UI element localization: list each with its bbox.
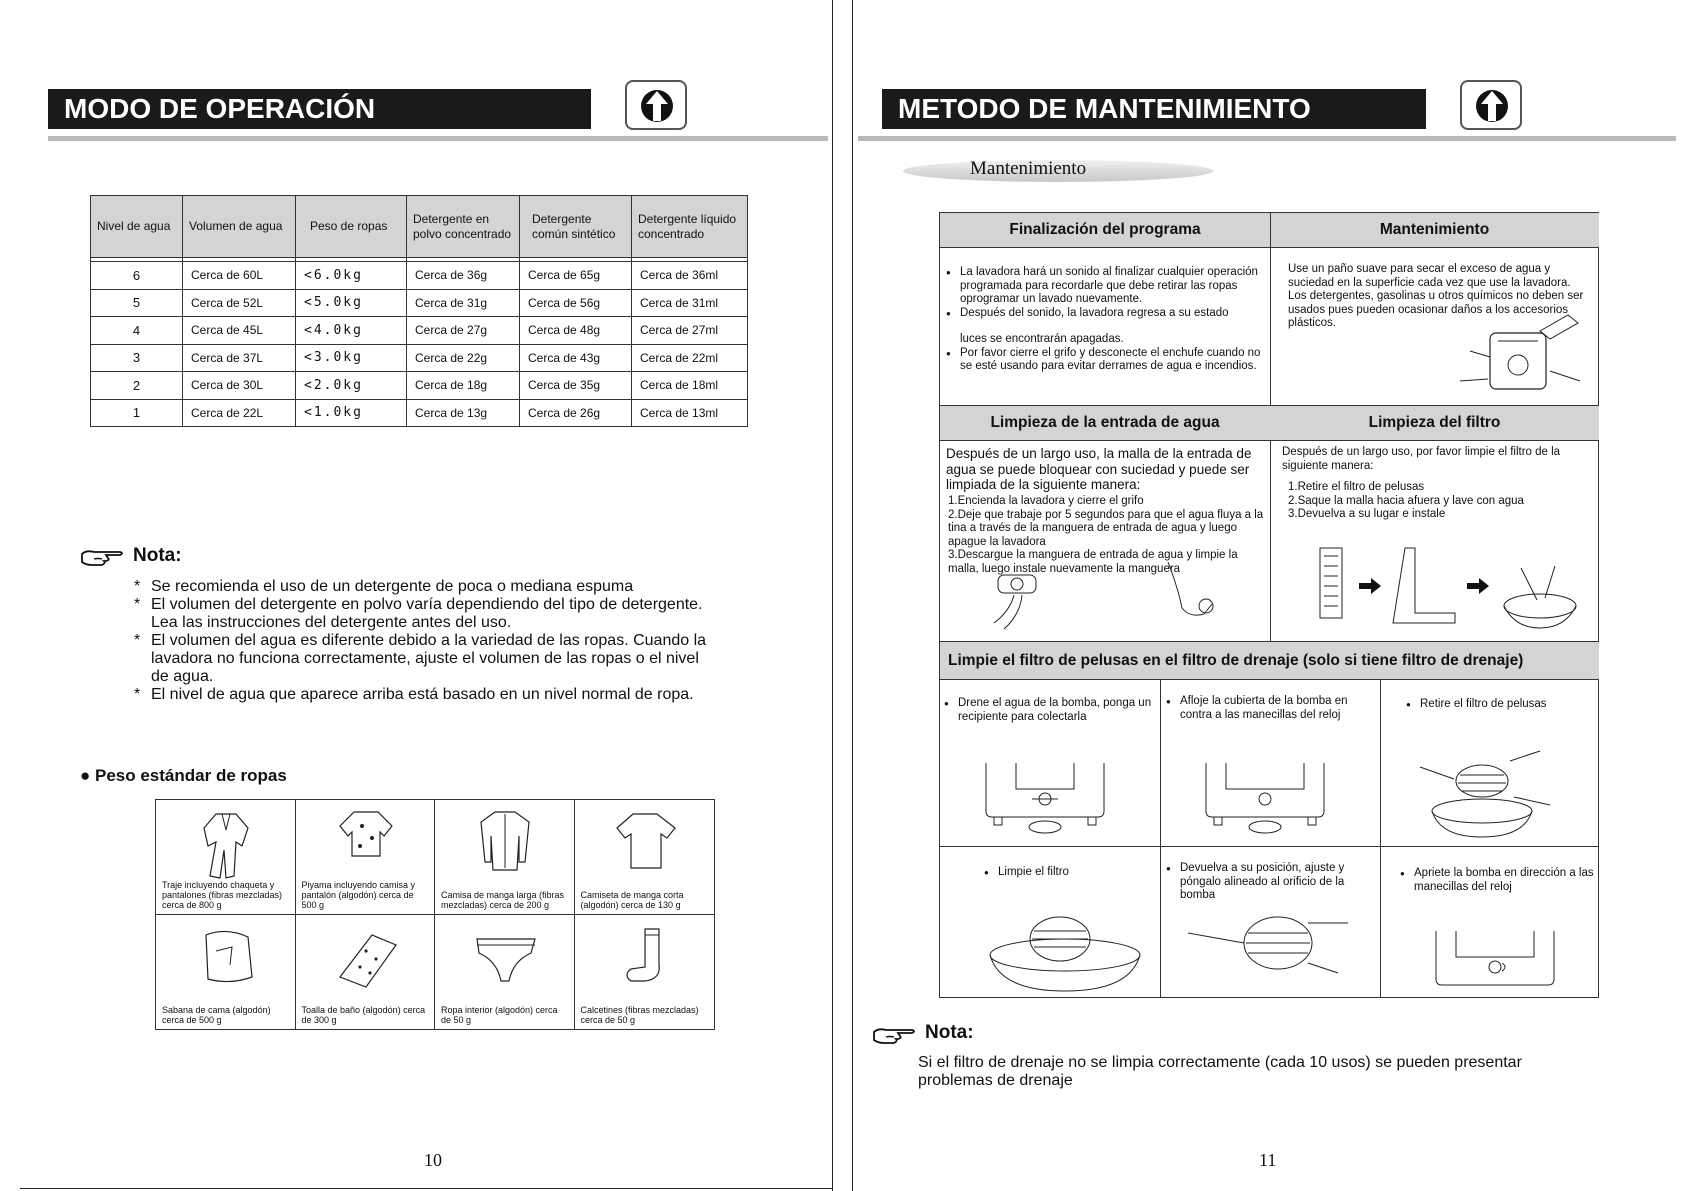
drain-step: ● Afloje la cubierta de la bomba en contra a las manecillas del reloj	[1166, 695, 1376, 722]
note-item: * Se recomienda el uso de un detergente de poca o mediana espuma	[134, 578, 634, 595]
filter-washing-icon	[980, 905, 1150, 995]
pajama-icon	[326, 806, 406, 881]
table-cell: <3.0kg	[296, 344, 407, 372]
table-cell: Cerca de 35g	[520, 372, 632, 400]
table-cell: 4	[91, 317, 183, 345]
drain-pump-icon	[980, 761, 1110, 841]
drain-step: ● Retire el filtro de pelusas	[1406, 698, 1596, 712]
table-cell: <5.0kg	[296, 289, 407, 317]
clothes-item: Camiseta de manga corta (algodón) cerca de 130 g	[575, 800, 715, 915]
list-item: 3.Devuelva a su lugar e instale	[1288, 508, 1446, 520]
table-header: Detergente común sintético	[520, 196, 632, 258]
column-divider	[1380, 680, 1381, 998]
filter-reinsert-icon	[1188, 893, 1358, 993]
table-cell: Cerca de 31ml	[632, 289, 748, 317]
table-header: Detergente en polvo concentrado	[407, 196, 520, 258]
clothes-item: Sabana de cama (algodón) cerca de 500 g	[156, 915, 296, 1030]
table-cell: Cerca de 31g	[407, 289, 520, 317]
clothes-item: Traje incluyendo chaqueta y pantalones (fibras mezcladas) cerca de 800 g	[156, 800, 296, 915]
note-text: Si el filtro de drenaje no se limpia correctamente (cada 10 usos) se pueden presentar problemas de drenaje	[918, 1054, 1522, 1089]
table-cell: 3	[91, 344, 183, 372]
table-cell: Cerca de 13ml	[632, 399, 748, 427]
clothes-item: Ropa interior (algodón) cerca de 50 g	[435, 915, 575, 1030]
mantenimiento-text: Use un paño suave para secar el exceso de agua y suciedad en la superficie cada vez que use la lavadora. Los detergentes, gasolinas u otros químicos no deben ser usados pues pueden ocasionar daños a los accesorios plásticos.	[1288, 263, 1584, 329]
drain-step: ● Drene el agua de la bomba, ponga un recipiente para colectarla	[944, 697, 1154, 724]
table-cell: Cerca de 27ml	[632, 317, 748, 345]
table-cell: Cerca de 18ml	[632, 372, 748, 400]
table-header: Peso de ropas	[296, 196, 407, 258]
table-header: Nivel de agua	[91, 196, 183, 258]
clothes-item: Calcetines (fibras mezcladas) cerca de 50 g	[575, 915, 715, 1030]
list-item: 1.Encienda la lavadora y cierre el grifo	[948, 495, 1144, 507]
table-cell: <4.0kg	[296, 317, 407, 345]
clothes-weight-grid	[155, 799, 715, 1030]
page-divider	[832, 0, 833, 1191]
up-arrow-icon	[625, 80, 687, 130]
filtro-steps	[1288, 481, 1588, 522]
note-item: * El nivel de agua que aparece arriba está basado en un nivel normal de ropa.	[134, 686, 694, 703]
table-cell: 6	[91, 262, 183, 290]
table-cell: <1.0kg	[296, 399, 407, 427]
pump-tighten-icon	[1430, 929, 1560, 993]
column-divider	[1160, 680, 1161, 998]
socks-icon	[605, 921, 685, 996]
page-number: 10	[424, 1150, 442, 1170]
table-cell: Cerca de 45L	[183, 317, 296, 345]
table-cell: 2	[91, 372, 183, 400]
list-item: 1.Retire el filtro de pelusas	[1288, 481, 1425, 493]
hand-cleaning-mesh-icon	[1160, 558, 1220, 628]
note-title: Nota:	[925, 1022, 974, 1043]
note-item: * El volumen del agua es diferente debido a la variedad de las ropas. Cuando la lavadora no funciona correctamente, ajuste el volumen de las ropas o el nivel de agua.	[134, 632, 707, 685]
table-cell: Cerca de 52L	[183, 289, 296, 317]
up-arrow-icon	[1460, 80, 1522, 130]
finalizacion-text	[946, 266, 1266, 374]
inlet-hose-icon	[990, 571, 1050, 631]
note-list	[134, 578, 714, 704]
table-cell: Cerca de 18g	[407, 372, 520, 400]
clothes-item: Camisa de manga larga (fibras mezcladas) cerca de 200 g	[435, 800, 575, 915]
table-cell: Cerca de 37L	[183, 344, 296, 372]
pump-cover-icon	[1200, 761, 1330, 841]
pointing-hand-icon	[80, 546, 126, 570]
drain-step: ● Apriete la bomba en dirección a las manecillas del reloj	[1400, 867, 1596, 894]
note-item: * El volumen del detergente en polvo varía dependiendo del tipo de detergente. Lea las instrucciones del detergente antes del uso.	[134, 596, 703, 631]
pointing-hand-icon	[872, 1024, 918, 1048]
header-limpieza-filtro: Limpieza del filtro	[1270, 405, 1599, 441]
table-cell: <6.0kg	[296, 262, 407, 290]
table-cell: Cerca de 22L	[183, 399, 296, 427]
drain-step: ● Limpie el filtro	[984, 866, 1154, 880]
table-cell: 5	[91, 289, 183, 317]
row-divider	[940, 846, 1599, 847]
note-title: Nota:	[133, 545, 182, 566]
table-cell: Cerca de 60L	[183, 262, 296, 290]
clothes-item: Toalla de baño (algodón) cerca de 300 g	[296, 915, 436, 1030]
list-item: ● Por favor cierre el grifo y desconecte el enchufe cuando no se esté usando para evitar derrames de agua e incendios.	[946, 347, 1266, 374]
bedsheet-icon	[186, 921, 266, 996]
suit-icon	[186, 806, 266, 881]
shirt-icon	[465, 806, 545, 881]
list-item: 3.Descargue la manguera de entrada de agua y limpie la malla, luego instale nuevamente la manguera	[948, 549, 1238, 575]
table-cell: Cerca de 36ml	[632, 262, 748, 290]
washing-machine-cleaning-icon	[1440, 311, 1590, 401]
table-row	[91, 344, 748, 372]
page-title: MODO DE OPERACIÓN	[48, 89, 591, 129]
title-underline	[858, 136, 1676, 141]
lint-filter-removal-icon	[1410, 741, 1560, 841]
header-drenaje: Limpie el filtro de pelusas en el filtro de drenaje (solo si tiene filtro de drenaje)	[940, 641, 1599, 680]
table-cell: Cerca de 22g	[407, 344, 520, 372]
underwear-icon	[465, 921, 545, 996]
header-mantenimiento: Mantenimiento	[1270, 213, 1599, 248]
table-cell: 1	[91, 399, 183, 427]
table-header: Detergente líquido concentrado	[632, 196, 748, 258]
clothes-item: Piyama incluyendo camisa y pantalón (algodón) cerca de 500 g	[296, 800, 436, 915]
weights-heading: ● Peso estándar de ropas	[80, 766, 287, 785]
filter-cleaning-steps-icon	[1315, 538, 1595, 633]
table-row	[91, 289, 748, 317]
tshirt-icon	[605, 806, 685, 881]
table-row	[91, 262, 748, 290]
table-cell: Cerca de 13g	[407, 399, 520, 427]
table-header: Volumen de agua	[183, 196, 296, 258]
drain-step: ● Devuelva a su posición, ajuste y póngalo alineado al orificio de la bomba	[1166, 862, 1376, 903]
page-bottom-rule	[20, 1188, 832, 1189]
table-cell: Cerca de 22ml	[632, 344, 748, 372]
filtro-intro: Después de un largo uso, por favor limpie el filtro de la siguiente manera:	[1282, 446, 1561, 472]
table-cell: Cerca de 27g	[407, 317, 520, 345]
list-item: ● La lavadora hará un sonido al finalizar cualquier operación programada para recordarle que debe retirar las ropas oprogramar un lavado nuevamente.	[946, 266, 1266, 307]
table-row	[91, 317, 748, 345]
table-cell: Cerca de 65g	[520, 262, 632, 290]
table-cell: Cerca de 26g	[520, 399, 632, 427]
list-item: ● Después del sonido, la lavadora regresa a su estado	[946, 307, 1266, 321]
list-item: 2.Deje que trabaje por 5 segundos para que el agua fluya a la tina a través de la manguera de entrada de agua y luego apague la lavadora	[948, 508, 1264, 548]
water-level-table	[90, 195, 748, 427]
page-divider-right	[852, 0, 853, 1191]
list-item: 2.Saque la malla hacia afuera y lave con agua	[1288, 494, 1524, 507]
section-label: Mantenimiento	[970, 158, 1087, 179]
table-cell: <2.0kg	[296, 372, 407, 400]
table-cell: Cerca de 30L	[183, 372, 296, 400]
table-row	[91, 372, 748, 400]
table-cell: Cerca de 48g	[520, 317, 632, 345]
maintenance-table	[939, 212, 1599, 998]
table-cell: Cerca de 56g	[520, 289, 632, 317]
table-cell: Cerca de 43g	[520, 344, 632, 372]
header-finalizacion: Finalización del programa	[940, 213, 1270, 248]
list-item: luces se encontrarán apagadas.	[960, 333, 1124, 345]
table-row	[91, 399, 748, 427]
page-number: 11	[1259, 1150, 1277, 1170]
entrada-intro: Después de un largo uso, la malla de la entrada de agua se puede bloquear con suciedad y puede ser limpiada de la siguiente manera:	[946, 446, 1252, 492]
title-underline	[48, 136, 828, 141]
towel-icon	[326, 921, 406, 996]
page-title: METODO DE MANTENIMIENTO	[882, 89, 1426, 129]
header-limpieza-entrada: Limpieza de la entrada de agua	[940, 405, 1270, 441]
table-cell: Cerca de 36g	[407, 262, 520, 290]
